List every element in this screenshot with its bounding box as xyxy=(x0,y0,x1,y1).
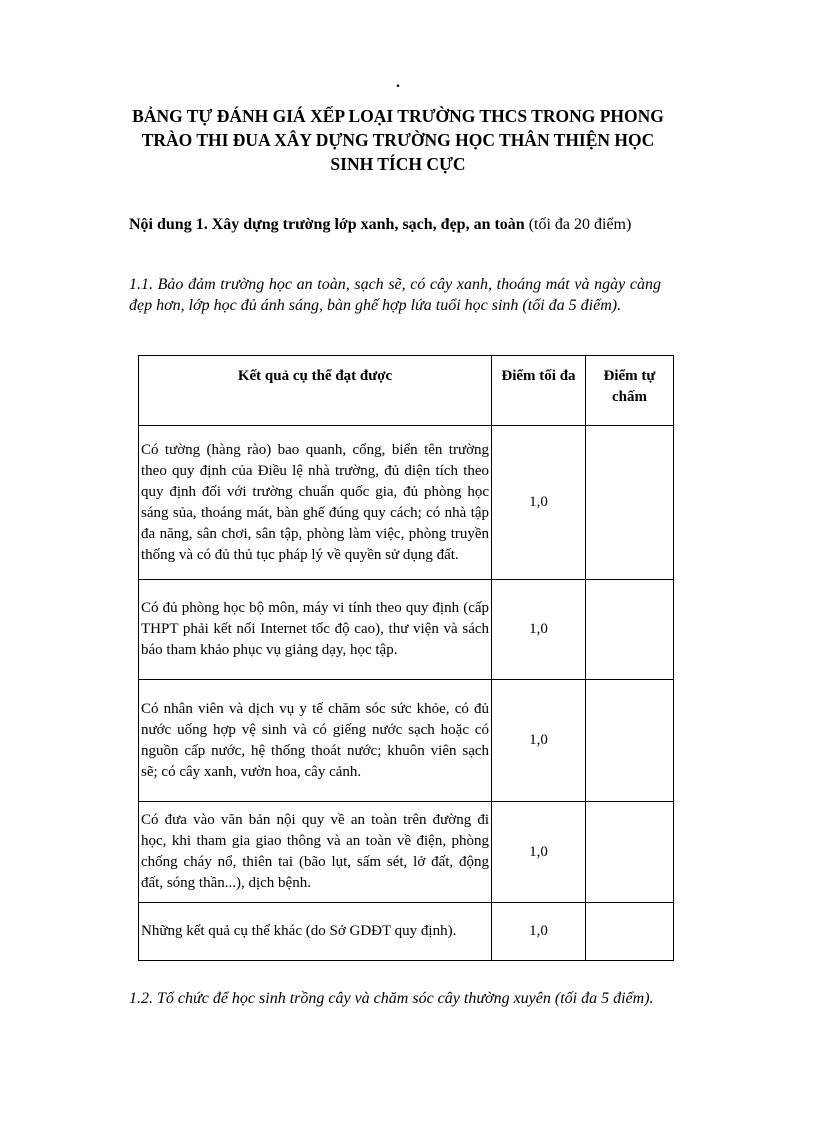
header-results: Kết quả cụ thể đạt được xyxy=(139,356,492,426)
content-1-paragraph xyxy=(129,214,659,235)
section-1-2: 1.2. Tổ chức để học sinh trồng cây và chăm sóc cây thường xuyên (tối đa 5 điểm). xyxy=(129,990,654,1007)
content-1-heading: Nội dung 1. Xây dựng trường lớp xanh, sạch, đẹp, an toàn xyxy=(129,216,525,233)
row-description: Có tường (hàng rào) bao quanh, cổng, biển tên trường theo quy định của Điều lệ nhà trường, đủ diện tích theo quy định đối với trường chuẩn quốc gia, đủ phòng học sáng sủa, thoáng mát, bàn ghế đúng quy cách; có nhà tập đa năng, sân chơi, sân tập, phòng làm việc, phòng truyền thống và có đủ thủ tục pháp lý về quyền sử dụng đất. xyxy=(139,426,492,580)
table-row xyxy=(139,426,674,580)
row-max-score: 1,0 xyxy=(492,580,586,680)
row-self-score[interactable] xyxy=(585,680,673,802)
table-row xyxy=(139,680,674,802)
row-description: Những kết quả cụ thể khác (do Sở GDĐT quy định). xyxy=(139,903,492,961)
row-max-score: 1,0 xyxy=(492,903,586,961)
row-self-score[interactable] xyxy=(585,802,673,903)
table-row xyxy=(139,903,674,961)
row-description: Có nhân viên và dịch vụ y tế chăm sóc sức khỏe, có đủ nước uống hợp vệ sinh và có giếng nước sạch hoặc có nguồn cấp nước, hệ thống thoát nước; khuôn viên sạch sẽ; có cây xanh, vườn hoa, cây cảnh. xyxy=(139,680,492,802)
row-max-score: 1,0 xyxy=(492,426,586,580)
table-header-row xyxy=(139,356,674,426)
section-1-1: 1.1. Bảo đảm trường học an toàn, sạch sẽ, có cây xanh, thoáng mát và ngày càng đẹp hơn, lớp học đủ ánh sáng, bàn ghế hợp lứa tuổi học sinh (tối đa 5 điểm). xyxy=(129,276,661,314)
document-title: BẢNG TỰ ĐÁNH GIÁ XẾP LOẠI TRƯỜNG THCS TRONG PHONG TRÀO THI ĐUA XÂY DỰNG TRƯỜNG HỌC THÂN THIỆN HỌC SINH TÍCH CỰC xyxy=(132,106,664,174)
table-row xyxy=(139,802,674,903)
row-self-score[interactable] xyxy=(585,903,673,961)
row-self-score[interactable] xyxy=(585,426,673,580)
row-description: Có đưa vào văn bản nội quy về an toàn trên đường đi học, khi tham gia giao thông và an toàn về điện, phòng chống cháy nổ, thiên tai (bão lụt, sấm sét, lở đất, động đất, sóng thần...), dịch bệnh. xyxy=(139,802,492,903)
header-dot: . xyxy=(396,74,400,91)
row-description: Có đủ phòng học bộ môn, máy vi tính theo quy định (cấp THPT phải kết nối Internet tốc độ cao), thư viện và sách báo tham khảo phục vụ giảng dạy, học tập. xyxy=(139,580,492,680)
row-max-score: 1,0 xyxy=(492,802,586,903)
evaluation-table xyxy=(138,355,674,961)
content-1-note: (tối đa 20 điểm) xyxy=(524,216,632,233)
row-max-score: 1,0 xyxy=(492,680,586,802)
header-max-score: Điểm tối đa xyxy=(492,356,586,426)
header-self-score: Điểm tự chấm xyxy=(585,356,673,426)
table-row xyxy=(139,580,674,680)
row-self-score[interactable] xyxy=(585,580,673,680)
